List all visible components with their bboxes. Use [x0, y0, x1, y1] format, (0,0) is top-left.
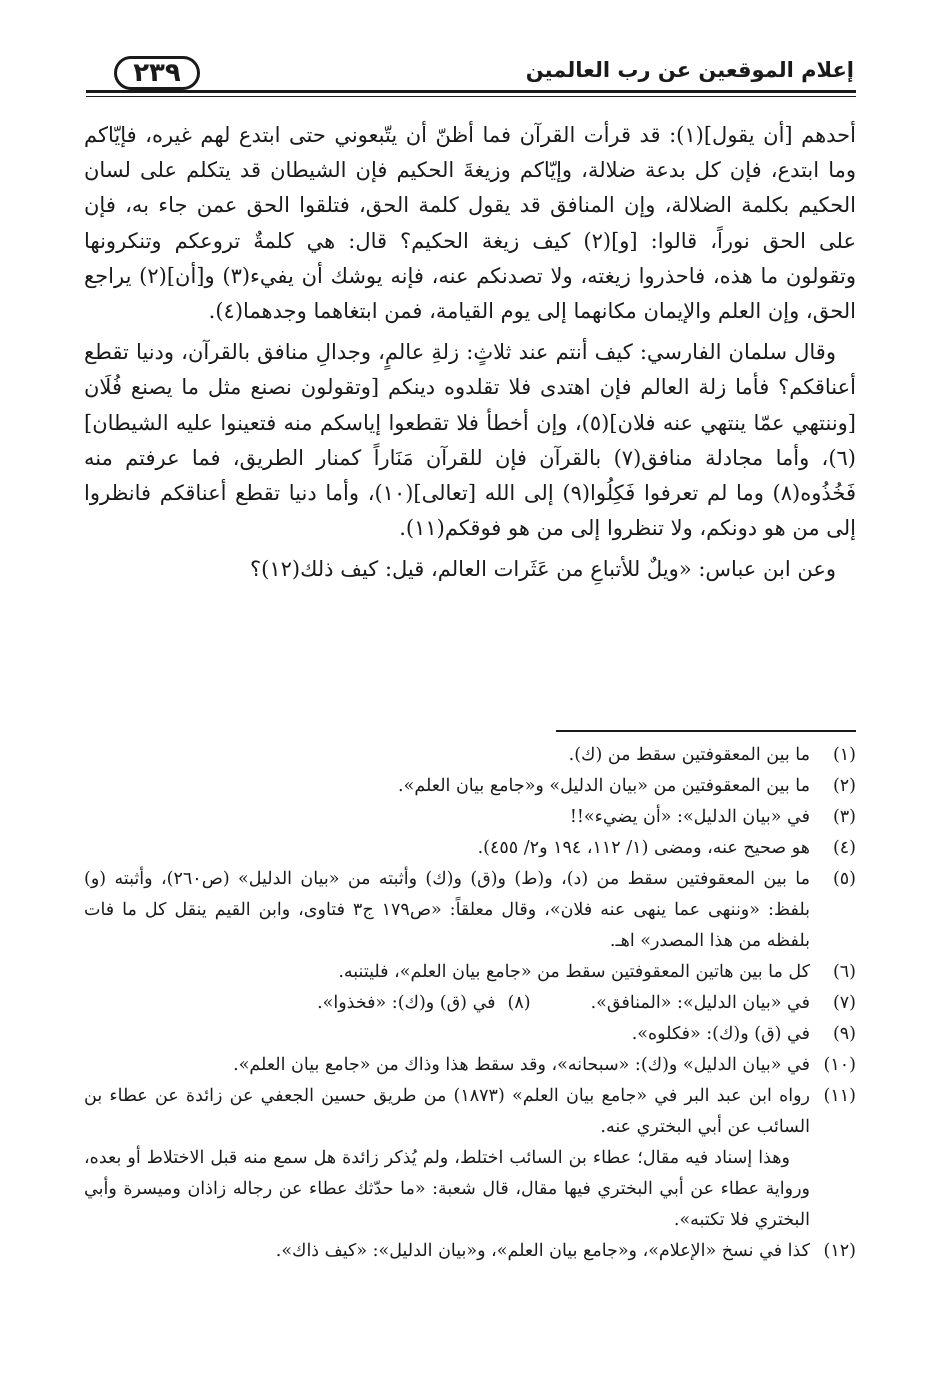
footnote — [84, 1050, 856, 1081]
footnote-text: هو صحيح عنه، ومضى (١/ ١١٢، ١٩٤ و٢/ ٤٥٥). — [477, 838, 810, 858]
footnote-number: (١٠) — [823, 1055, 856, 1075]
footnote-number: (١١) — [823, 1086, 856, 1106]
footnote-text: كذا في نسخ «الإعلام»، و«جامع بيان العلم»، و«بيان الدليل»: «كيف ذاك». — [275, 1241, 810, 1261]
footnote-number: (١) — [832, 745, 856, 765]
footnote-text: في «بيان الدليل»: «أن يضيء»!! — [569, 807, 810, 827]
footnote-number: (١٢) — [823, 1241, 856, 1261]
footnote-gap — [496, 988, 508, 1019]
header-title: إعلام الموقعين عن رب العالمين — [525, 58, 854, 82]
footnote — [84, 1019, 856, 1050]
footnote-text: في (ق) و(ك): «فخذوا». — [317, 993, 496, 1013]
footnote-number: (٦) — [832, 962, 856, 982]
main-text — [84, 118, 856, 588]
page-number: ٢٣٩ — [114, 56, 200, 90]
paragraph: وعن ابن عباس: «ويلٌ للأتباعِ من عَثَرات العالم، قيل: كيف ذلك(١٢)؟ — [249, 557, 836, 582]
footnote-text: كل ما بين هاتين المعقوفتين سقط من «جامع بيان العلم»، فليتنبه. — [338, 962, 810, 982]
footnote-text: في (ق) و(ك): «فكلوه». — [631, 1024, 810, 1044]
footnote-text: رواه ابن عبد البر في «جامع بيان العلم» (١٨٧٣) من طريق حسين الجعفي عن زائدة عن عطاء بن السائب عن أبي البختري عنه. — [84, 1086, 810, 1137]
footnote-number: (٥) — [832, 869, 856, 889]
footnote-number: (٧) — [832, 993, 856, 1013]
footnote-text: ما بين المعقوفتين سقط من (ك). — [568, 745, 810, 765]
footnote — [84, 802, 856, 833]
paragraph: وقال سلمان الفارسي: كيف أنتم عند ثلاثٍ: زلةِ عالمٍ، وجدالِ منافق بالقرآن، ودنيا تقطع أعناقكم؟ فأما زلة العالم فإن اهتدى فلا تقلدوه دينكم [وتقولون نصنع مثل ما يصنع فُلَان [وننتهي عمّا ينتهي عنه فلان](٥)، وإن أخطأ فلا تقطعوا إياسكم منه فتعينوا عليه الشيطان](٦)، وأما مجادلة منافق(٧) بالقرآن فإن للقرآن مَنَاراً كمنار الطريق، فما عرفتم منه فَخُذُوه(٨) وما لم تعرفوا فَكِلُوا(٩) إلى الله [تعالى](١٠)، وأما دنيا تقطع أعناقكم فانظروا إلى من هو دونكم، ولا تنظروا إلى من هو فوقكم(١١). — [84, 340, 856, 541]
footnote-number: (٩) — [832, 1024, 856, 1044]
footnote-text: في «بيان الدليل»: «المنافق». — [590, 993, 810, 1013]
paragraph: أحدهم [أن يقول](١): قد قرأت القرآن فما أظنّ أن يتّبعوني حتى ابتدع لهم غيره، فإيّاكم وما ابتدع، فإن كل بدعة ضلالة، وإيّاكم وزيغةَ الحكيم فإن الشيطان قد يتكلم على لسان الحكيم بكلمة الضلالة، وإن المنافق قد يقول كلمة الحق، فتلقوا الحق عمن جاء به، فإن على الحق نوراً، قالوا: [و](٢) كيف زيغة الحكيم؟ قال: هي كلمةٌ تروعكم وتنكرونها وتقولون ما هذه، فاحذروا زيغته، ولا تصدنكم عنه، فإنه يوشك أن يفيء(٣) و[أن](٢) يراجع الحق، وإن العلم والإيمان مكانهما إلى يوم القيامة، فمن ابتغاهما وجدهما(٤). — [84, 123, 856, 324]
footnote — [84, 740, 856, 771]
footnotes — [84, 740, 856, 1267]
footnote-continuation: وهذا إسناد فيه مقال؛ عطاء بن السائب اختلط، ولم يُذكر زائدة هل سمع منه قبل الاختلاط أو بعده، ورواية عطاء عن أبي البختري فيها مقال، قال شعبة: «ما حدّثك عطاء عن رجاله زاذان وميسرة وأبي البختري فلا تكتبه». — [84, 1148, 810, 1230]
footnote-text: ما بين المعقوفتين سقط من (د)، و(ط) و(ق) و(ك) وأثبته من «بيان الدليل» (ص٢٦٠)، وأثبته (و) بلفظ: «وننهى عما ينهى عنه فلان»، وقال معلقاً: «ص١٧٩ ج٣ فتاوى، وابن القيم ينقل كل ما فات بلفظه من هذا المصدر» اهـ. — [84, 869, 810, 951]
header-rule — [86, 90, 856, 93]
footnote-number: (٣) — [832, 807, 856, 827]
footnote-number: (٨) — [507, 993, 531, 1013]
footnote-text: ما بين المعقوفتين من «بيان الدليل» و«جامع بيان العلم». — [398, 776, 810, 796]
running-header — [86, 52, 856, 96]
footnote — [84, 771, 856, 802]
footnote-inline-group — [84, 988, 810, 1019]
footnote-gap — [531, 988, 591, 1019]
footnote-text: في «بيان الدليل» و(ك): «سبحانه»، وقد سقط هذا وذاك من «جامع بيان العلم». — [233, 1055, 810, 1075]
footnote-pair — [84, 988, 856, 1019]
footnote-number: (٢) — [832, 776, 856, 796]
footnote — [84, 1236, 856, 1267]
footnote — [84, 864, 856, 957]
footnote — [84, 957, 856, 988]
footnote-number: (٤) — [832, 838, 856, 858]
footnote — [84, 833, 856, 864]
header-rule-thin — [86, 96, 856, 97]
footnote — [84, 1081, 856, 1143]
footnote-separator — [556, 730, 856, 732]
